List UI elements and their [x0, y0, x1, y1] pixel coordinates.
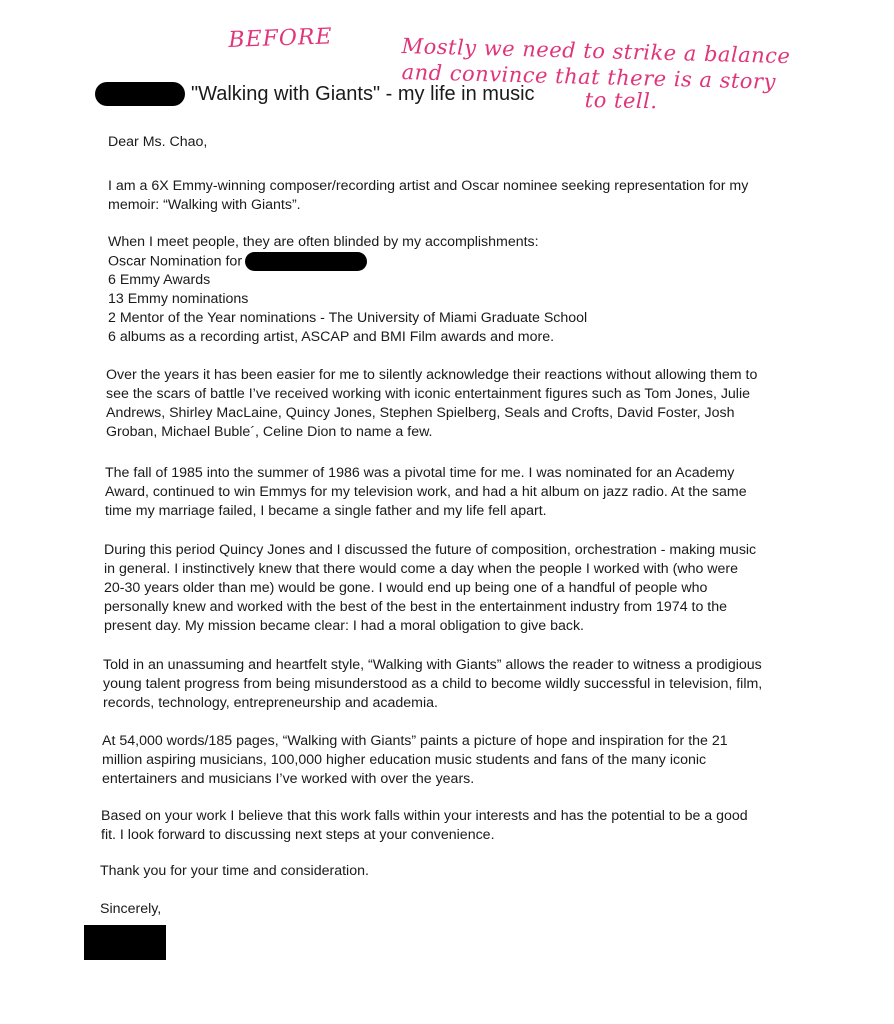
- intro-line: memoir: “Walking with Giants”.: [108, 197, 301, 213]
- intro-paragraph: [108, 177, 748, 215]
- handwritten-note-line-1: Mostly we need to strike a balance: [401, 34, 791, 69]
- handwritten-note-line-2: and convince that there is a story: [401, 60, 777, 94]
- redacted-signature-block: [84, 925, 166, 960]
- paragraph-words: At 54,000 words/185 pages, “Walking with Giants” paints a picture of hope and inspiration for the 21 million aspiring musicians, 100,000 higher education music students and fans of the many iconic entertainers and musicians I’ve worked with over the years.: [102, 733, 728, 787]
- accomplishment-item: Oscar Nomination for: [108, 252, 587, 271]
- handwritten-note-line-3: to tell.: [584, 88, 658, 114]
- thanks-line: Thank you for your time and consideration.: [100, 863, 369, 879]
- accomplishment-item: 6 Emmy Awards: [108, 272, 211, 289]
- accomplishment-item: 13 Emmy nominations: [108, 291, 249, 308]
- closing-line: Sincerely,: [100, 901, 162, 917]
- accomplishment-item: 6 albums as a recording artist, ASCAP and BMI Film awards and more.: [108, 329, 555, 346]
- letter-title-row: [95, 82, 535, 106]
- paragraph-style: Told in an unassuming and heartfelt style, “Walking with Giants” allows the reader to witness a prodigious young talent progress from being misunderstood as a child to become wildly successful in television, film, records, technology, entrepreneurship and academia.: [103, 657, 763, 711]
- intro-line: I am a 6X Emmy-winning composer/recording artist and Oscar nominee seeking representation for my: [108, 178, 749, 194]
- accomplishment-item: 2 Mentor of the Year nominations - The University of Miami Graduate School: [108, 310, 588, 327]
- paragraph-1985: The fall of 1985 into the summer of 1986 was a pivotal time for me. I was nominated for an Academy Award, continued to win Emmys for my television work, and had a hit album on jazz radio. At the same time my marriage failed, I became a single father and my life fell apart.: [105, 465, 747, 519]
- accomplishments-intro: When I meet people, they are often blinded by my accomplishments:: [108, 234, 539, 250]
- before-annotation: BEFORE: [228, 24, 333, 53]
- redacted-name-block: [95, 82, 185, 106]
- paragraph-years: Over the years it has been easier for me to silently acknowledge their reactions without allowing them to see the scars of battle I’ve received working with iconic entertainment figures such as Tom Jones, Julie Andrews, Shirley MacLaine, Quincy Jones, Stephen Spielberg, Seals and Crofts, David Foster, Josh Groban, Michael Buble´, Celine Dion to name a few.: [106, 367, 758, 440]
- paragraph-quincy: During this period Quincy Jones and I discussed the future of composition, orchestration - making music in general. I instinctively knew that there would come a day when the people I worked with (who were 20-30 years older than me) would be gone. I would end up being one of a handful of people who personally knew and worked with the best of the best in the entertainment industry from 1974 to the present day. My mission became clear: I had a moral obligation to give back.: [104, 542, 757, 634]
- salutation: Dear Ms. Chao,: [108, 134, 208, 150]
- paragraph-fit: Based on your work I believe that this work falls within your interests and has the potential to be a good fit. I look forward to discussing next steps at your convenience.: [101, 808, 748, 843]
- redacted-film-title: [245, 252, 367, 271]
- letter-title: "Walking with Giants" - my life in music: [191, 82, 535, 105]
- accomplishments-block: [108, 233, 587, 347]
